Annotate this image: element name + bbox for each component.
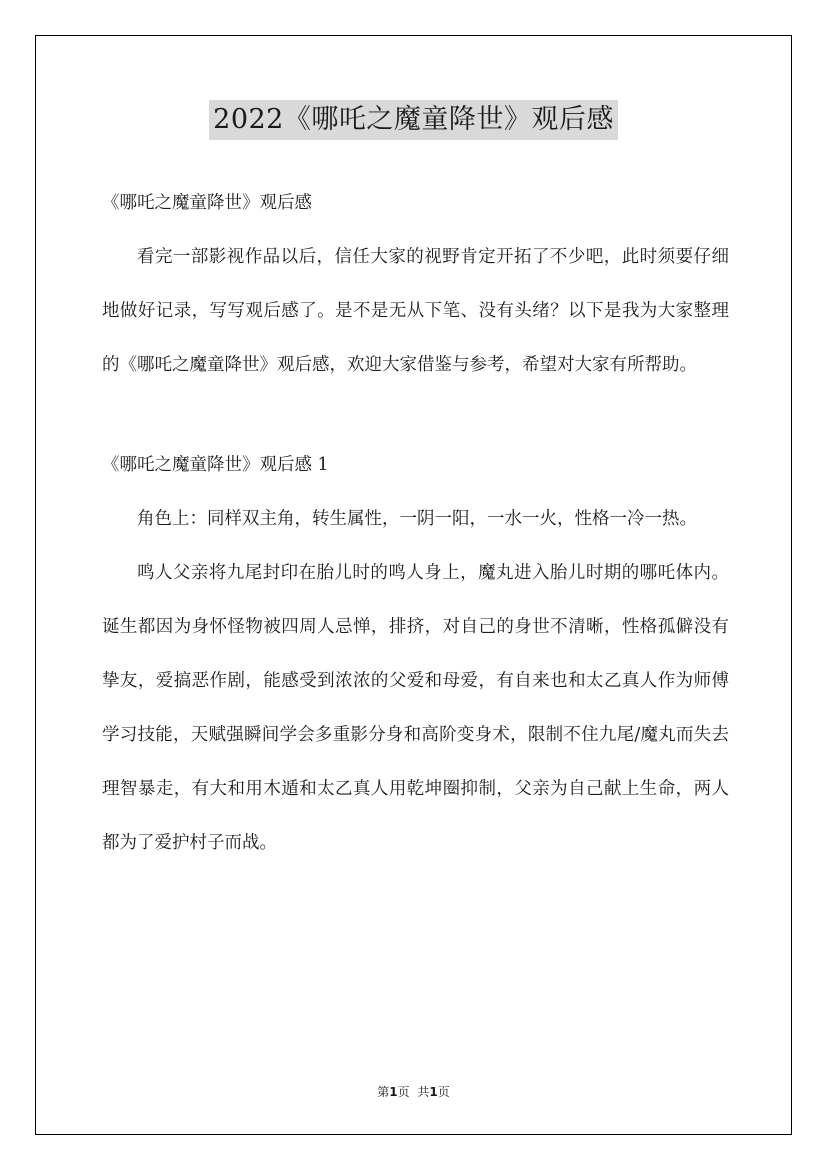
body-paragraph-1: 角色上：同样双主角，转生属性，一阴一阳，一水一火，性格一冷一热。 <box>137 509 697 529</box>
section-heading: 《哪吒之魔童降世》观后感 <box>102 193 312 213</box>
document-body <box>102 176 729 870</box>
total-suffix: 页 <box>437 1085 450 1099</box>
essay-heading: 《哪吒之魔童降世》观后感 1 <box>102 455 329 475</box>
page-number: 1 <box>389 1085 398 1099</box>
paragraph-gap <box>102 392 729 438</box>
page-footer <box>0 1084 827 1100</box>
intro-paragraph: 看完一部影视作品以后，信任大家的视野肯定开拓了不少吧，此时须要仔细地做好记录，写写观后感了。是不是无从下笔、没有头绪？以下是我为大家整理的《哪吒之魔童降世》观后感，欢迎大家借鉴与参考，希望对大家有所帮助。 <box>102 247 729 375</box>
page-prefix: 第 <box>377 1085 390 1099</box>
title-container <box>0 100 827 140</box>
page-suffix: 页 <box>397 1085 410 1099</box>
document-title: 2022《哪吒之魔童降世》观后感 <box>209 100 618 140</box>
total-pages: 1 <box>429 1085 438 1099</box>
body-paragraph-2: 鸣人父亲将九尾封印在胎儿时的鸣人身上，魔丸进入胎儿时期的哪吒体内。诞生都因为身怀怪物被四周人忌惮，排挤，对自己的身世不清晰，性格孤僻没有挚友，爱搞恶作剧，能感受到浓浓的父爱和母爱，有自来也和太乙真人作为师傅学习技能，天赋强瞬间学会多重影分身和高阶变身术，限制不住九尾/魔丸而失去理智暴走，有大和用木遁和太乙真人用乾坤圈抑制，父亲为自己献上生命，两人都为了爱护村子而战。 <box>102 563 729 853</box>
total-prefix: 共 <box>417 1085 430 1099</box>
